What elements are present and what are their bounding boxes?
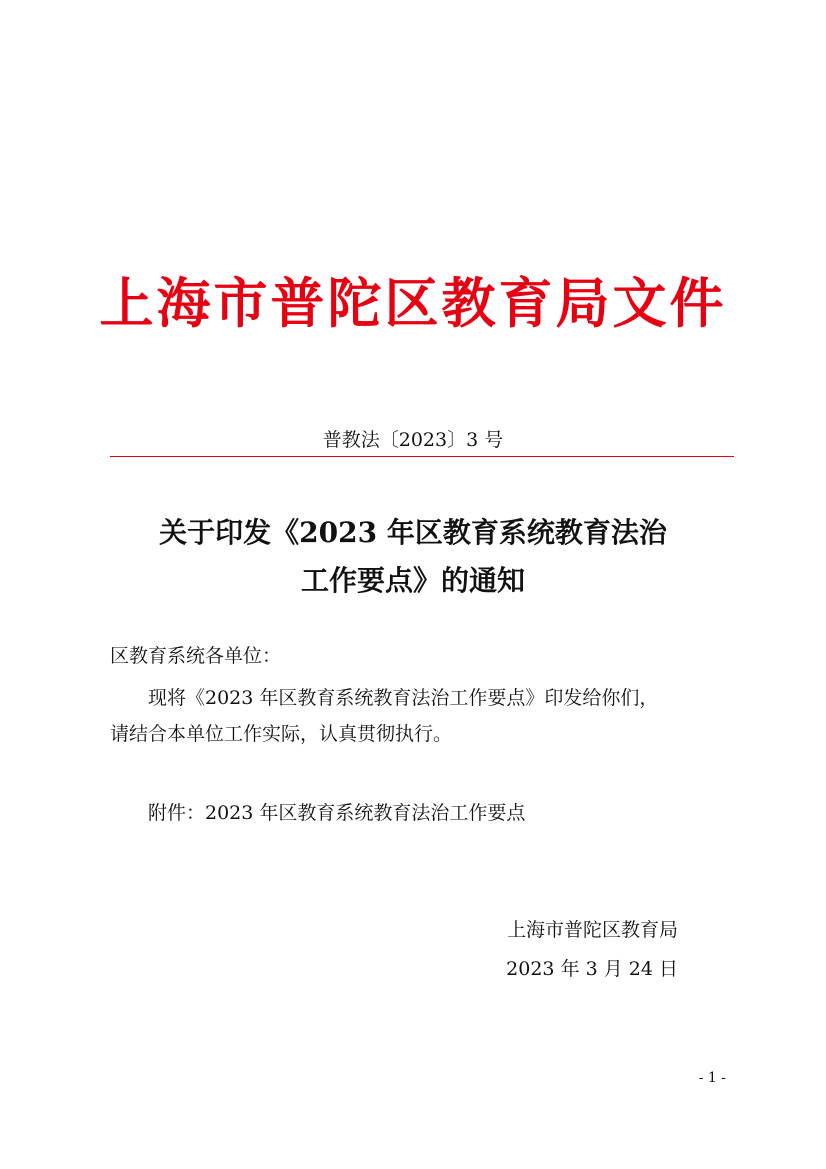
body-line-2: 请结合本单位工作实际，认真贯彻执行。 — [110, 723, 453, 745]
notice-title-line-1: 关于印发《2023 年区教育系统教育法治 — [159, 516, 667, 549]
issue-date: 2023 年 3 月 24 日 — [506, 958, 678, 980]
document-number: 普教法〔2023〕3 号 — [322, 429, 504, 451]
masthead-title: 上海市普陀区教育局文件 — [99, 271, 727, 335]
attachment-line: 附件：2023 年区教育系统教育法治工作要点 — [148, 802, 526, 824]
issuer-signature: 上海市普陀区教育局 — [506, 919, 678, 941]
red-divider-line — [110, 456, 734, 457]
notice-title-line-2: 工作要点》的通知 — [300, 564, 525, 597]
page-number: - 1 - — [698, 1070, 726, 1086]
body-line-1: 现将《2023 年区教育系统教育法治工作要点》印发给你们， — [148, 687, 659, 709]
notice-title — [0, 509, 826, 605]
salutation: 区教育系统各单位： — [110, 645, 282, 667]
